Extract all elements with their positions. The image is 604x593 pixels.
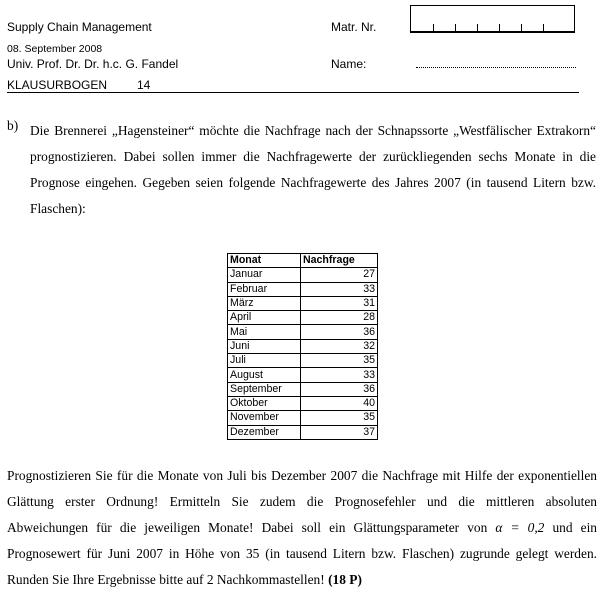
table-row — [228, 339, 378, 353]
points-label: (18 P) — [328, 572, 362, 587]
table-row — [228, 368, 378, 382]
month-cell: August — [228, 368, 301, 382]
demand-cell: 33 — [301, 368, 378, 382]
professor-name: Univ. Prof. Dr. Dr. h.c. G. Fandel — [7, 57, 179, 71]
question-line: Prognosewert für Juni 2007 in Höhe von 35 (in tausend Litern bzw. Flaschen) zugrunde gelegt werden. — [7, 546, 597, 561]
table-row — [228, 296, 378, 310]
task-question — [7, 463, 597, 593]
month-cell: Februar — [228, 282, 301, 296]
demand-cell: 27 — [301, 268, 378, 282]
month-cell: Dezember — [228, 425, 301, 439]
month-cell: Juni — [228, 339, 301, 353]
intro-line: Die Brennerei „Hagensteiner“ möchte die Nachfrage nach der Schnapssorte „Westfälischer Extrakorn“ — [30, 123, 596, 138]
intro-line: prognostizieren. Dabei sollen immer die Nachfragewerte der zurückliegenden sechs Monate in die — [30, 149, 596, 164]
question-text: Abweichungen für die jeweiligen Monate! Dabei soll ein Glättungsparameter von — [7, 520, 488, 535]
month-cell: Januar — [228, 268, 301, 282]
demand-cell: 33 — [301, 282, 378, 296]
question-line — [7, 515, 597, 541]
sheet-label: KLAUSURBOGEN — [7, 78, 108, 92]
demand-cell: 37 — [301, 425, 378, 439]
table-row — [228, 311, 378, 325]
demand-cell: 32 — [301, 339, 378, 353]
table-row — [228, 325, 378, 339]
table-row — [228, 411, 378, 425]
task-intro — [30, 118, 596, 222]
demand-cell: 35 — [301, 411, 378, 425]
table-row — [228, 396, 378, 410]
table-row — [228, 382, 378, 396]
question-text: Runden Sie Ihre Ergebnisse bitte auf 2 Nachkommastellen! — [7, 572, 325, 587]
table-row — [228, 425, 378, 439]
month-cell: März — [228, 296, 301, 310]
month-cell: April — [228, 311, 301, 325]
month-cell: Mai — [228, 325, 301, 339]
month-cell: Juli — [228, 354, 301, 368]
sheet-number: 14 — [137, 78, 151, 92]
month-cell: November — [228, 411, 301, 425]
demand-cell: 28 — [301, 311, 378, 325]
month-cell: September — [228, 382, 301, 396]
question-line: Prognostizieren Sie für die Monate von Juli bis Dezember 2007 die Nachfrage mit Hilfe der exponentiellen — [7, 468, 597, 483]
question-line: Glättung erster Ordnung! Ermitteln Sie zudem die Prognosefehler und die mittleren absoluten — [7, 494, 597, 509]
question-text: und ein — [552, 520, 597, 535]
table-row — [228, 268, 378, 282]
column-header-demand: Nachfrage — [301, 254, 378, 268]
column-header-month: Monat — [228, 254, 301, 268]
demand-cell: 36 — [301, 382, 378, 396]
table-row — [228, 282, 378, 296]
course-title: Supply Chain Management — [7, 20, 152, 34]
matriculation-number-box[interactable] — [410, 5, 575, 33]
demand-cell: 35 — [301, 354, 378, 368]
demand-cell: 36 — [301, 325, 378, 339]
table-header-row — [228, 254, 378, 268]
exam-date: 08. September 2008 — [7, 43, 103, 55]
name-field[interactable] — [416, 67, 576, 68]
matriculation-label: Matr. Nr. — [331, 20, 377, 34]
question-line — [7, 567, 597, 593]
demand-cell: 40 — [301, 396, 378, 410]
demand-table — [227, 253, 378, 440]
intro-line: Prognose eingehen. Gegeben seien folgende Nachfragewerte des Jahres 2007 (in tausend Litern bzw. — [30, 175, 596, 190]
name-label: Name: — [331, 57, 367, 71]
table-row — [228, 354, 378, 368]
header-divider — [7, 92, 579, 93]
demand-cell: 31 — [301, 296, 378, 310]
task-label: b) — [7, 118, 19, 133]
alpha-formula: α = 0,2 — [495, 520, 545, 535]
intro-line: Flaschen): — [30, 201, 86, 216]
month-cell: Oktober — [228, 396, 301, 410]
